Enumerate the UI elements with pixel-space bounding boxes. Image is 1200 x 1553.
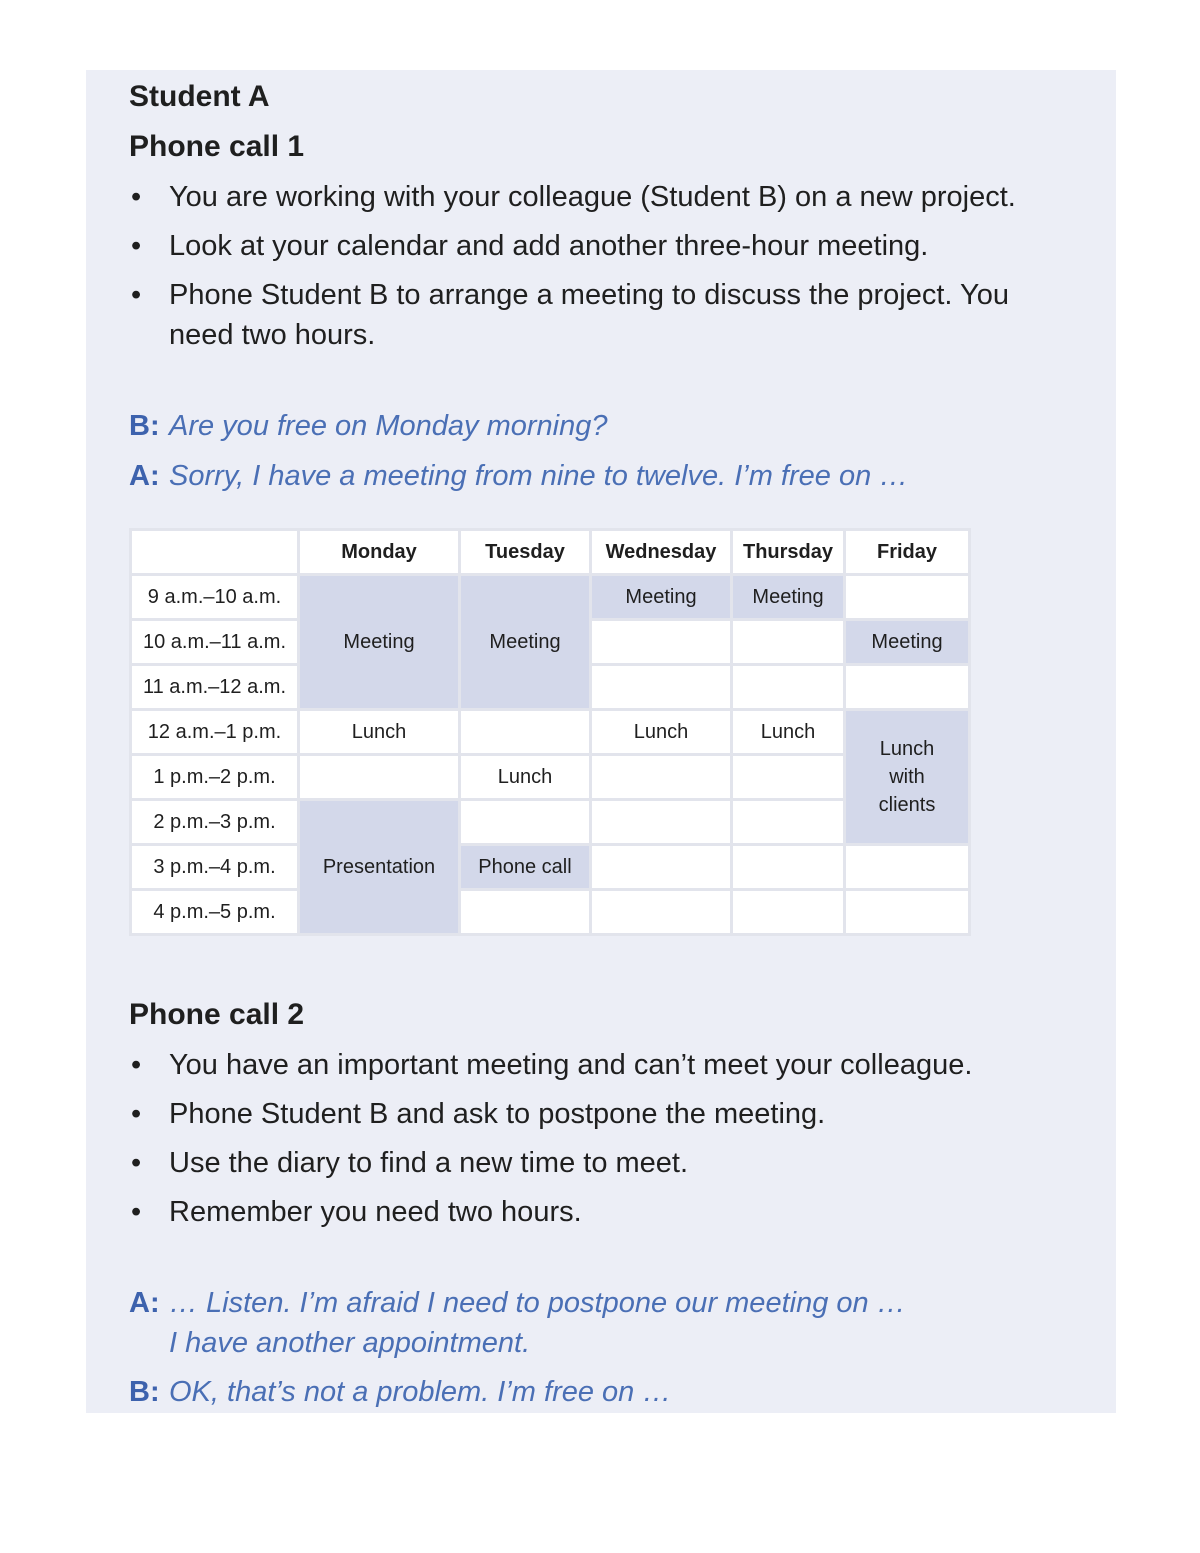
empty-cell	[591, 800, 732, 845]
dialog-line	[129, 1372, 1029, 1412]
dialog-line	[129, 406, 1029, 446]
calendar-row	[131, 755, 970, 800]
time-slot: 12 a.m.–1 p.m.	[131, 710, 299, 755]
event-cell: Meeting	[460, 575, 591, 710]
day-header: Wednesday	[591, 530, 732, 575]
calendar-row	[131, 800, 970, 845]
time-slot: 9 a.m.–10 a.m.	[131, 575, 299, 620]
event-cell: Meeting	[732, 575, 845, 620]
instruction-item: • Look at your calendar and add another three-hour meeting.	[129, 226, 1029, 266]
instruction-item: • Use the diary to find a new time to meet.	[129, 1143, 1029, 1183]
time-slot: 11 a.m.–12 a.m.	[131, 665, 299, 710]
instruction-item: • You are working with your colleague (Student B) on a new project.	[129, 177, 1029, 217]
empty-cell	[299, 755, 460, 800]
phone-call-1-instructions	[129, 177, 1029, 364]
empty-cell	[732, 890, 845, 935]
empty-cell	[591, 665, 732, 710]
phone-call-2-heading: Phone call 2	[129, 998, 305, 1031]
empty-cell	[732, 800, 845, 845]
instruction-item: • Phone Student B to arrange a meeting to discuss the project. You need two hours.	[129, 275, 1029, 355]
lunch-with-clients-text: Lunch with clients	[878, 738, 936, 816]
calendar-corner	[131, 530, 299, 575]
empty-cell	[732, 755, 845, 800]
dialog-text: Sorry, I have a meeting from nine to twelve. I’m free on …	[169, 460, 909, 492]
time-slot: 4 p.m.–5 p.m.	[131, 890, 299, 935]
dialog-line	[129, 456, 1029, 496]
speaker-label: B:	[129, 1376, 160, 1408]
speaker-label: B:	[129, 410, 160, 442]
dialog-text: Are you free on Monday morning?	[169, 410, 608, 442]
empty-cell	[845, 890, 970, 935]
time-slot: 3 p.m.–4 p.m.	[131, 845, 299, 890]
dialog-line	[129, 1283, 1029, 1363]
empty-cell	[845, 575, 970, 620]
calendar-row	[131, 575, 970, 620]
event-cell: Presentation	[299, 800, 460, 935]
empty-cell	[845, 845, 970, 890]
activity-panel	[86, 70, 1116, 1413]
event-cell: Meeting	[299, 575, 460, 710]
instruction-item: • Phone Student B and ask to postpone the meeting.	[129, 1094, 1029, 1134]
day-header: Monday	[299, 530, 460, 575]
speaker-label: A:	[129, 1287, 160, 1319]
calendar-row	[131, 890, 970, 935]
phone-call-2-instructions	[129, 1045, 1029, 1241]
empty-cell	[591, 620, 732, 665]
empty-cell	[460, 800, 591, 845]
day-header: Tuesday	[460, 530, 591, 575]
empty-cell	[591, 845, 732, 890]
dialog-text: … Listen. I’m afraid I need to postpone our meeting on …	[169, 1287, 906, 1319]
time-slot: 10 a.m.–11 a.m.	[131, 620, 299, 665]
phone-call-1-heading: Phone call 1	[129, 130, 305, 163]
event-cell	[845, 710, 970, 845]
empty-cell	[732, 845, 845, 890]
page-title: Student A	[129, 80, 270, 113]
empty-cell	[732, 665, 845, 710]
day-header: Thursday	[732, 530, 845, 575]
day-header: Friday	[845, 530, 970, 575]
dialog-text: OK, that’s not a problem. I’m free on …	[169, 1376, 672, 1408]
calendar-row	[131, 710, 970, 755]
empty-cell	[732, 620, 845, 665]
empty-cell	[460, 890, 591, 935]
empty-cell	[460, 710, 591, 755]
event-cell: Meeting	[591, 575, 732, 620]
speaker-label: A:	[129, 460, 160, 492]
event-cell: Phone call	[460, 845, 591, 890]
instruction-item: • Remember you need two hours.	[129, 1192, 1029, 1232]
time-slot: 2 p.m.–3 p.m.	[131, 800, 299, 845]
empty-cell	[845, 665, 970, 710]
time-slot: 1 p.m.–2 p.m.	[131, 755, 299, 800]
event-cell: Lunch	[732, 710, 845, 755]
event-cell: Lunch	[299, 710, 460, 755]
calendar-header-row	[131, 530, 970, 575]
dialog-text-continued: I have another appointment.	[169, 1327, 531, 1359]
empty-cell	[591, 890, 732, 935]
calendar-row	[131, 845, 970, 890]
event-cell: Meeting	[845, 620, 970, 665]
empty-cell	[591, 755, 732, 800]
weekly-calendar	[129, 528, 971, 936]
event-cell: Lunch	[460, 755, 591, 800]
instruction-item: • You have an important meeting and can’t meet your colleague.	[129, 1045, 1029, 1085]
event-cell: Lunch	[591, 710, 732, 755]
